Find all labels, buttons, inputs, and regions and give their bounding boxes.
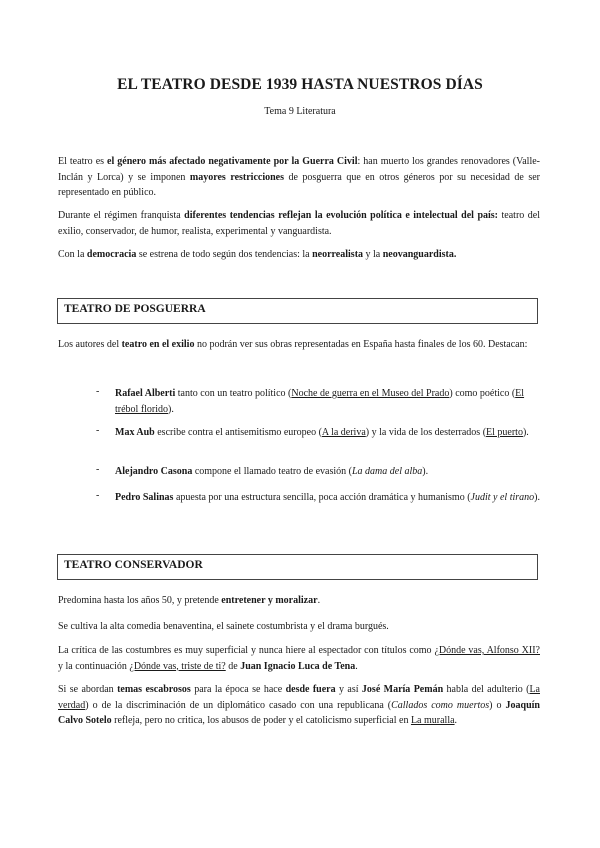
text: Si se abordan bbox=[58, 684, 118, 695]
text: ). bbox=[168, 403, 174, 415]
emphasis: diferentes tendencias reflejan la evolución política e intelectual del país: bbox=[184, 210, 499, 221]
intro-paragraph-1 bbox=[58, 154, 540, 201]
text: ) y la vida de los desterrados ( bbox=[365, 427, 487, 438]
text: y así bbox=[335, 684, 362, 695]
emphasis: desde fuera bbox=[285, 684, 336, 695]
emphasis: mayores restricciones bbox=[189, 171, 284, 183]
emphasis: neorrealista bbox=[312, 249, 364, 260]
text: . bbox=[317, 595, 321, 606]
emphasis: democracia bbox=[86, 249, 137, 260]
text: habla del adulterio ( bbox=[443, 684, 530, 695]
work-title: La muralla bbox=[410, 715, 455, 726]
work-title: Judit y el tirano bbox=[470, 492, 535, 503]
text: para la época se hace bbox=[190, 684, 286, 695]
work-title: Callados como muertos bbox=[391, 699, 490, 711]
conservador-paragraph-3 bbox=[58, 643, 540, 674]
bullet-marker: - bbox=[96, 386, 100, 397]
text: no podrán ver sus obras representadas en España hasta finales de los 60. Destacan: bbox=[194, 339, 528, 350]
text: : han muerto los grandes renovadores (Valle-Inclán y Lorca) y se imponen bbox=[58, 156, 541, 183]
text: compone el llamado teatro de evasión ( bbox=[192, 466, 352, 477]
emphasis: teatro en el exilio bbox=[121, 339, 195, 350]
page-subtitle: Tema 9 Literatura bbox=[264, 106, 336, 117]
text: de bbox=[225, 660, 241, 672]
text: Los autores del bbox=[58, 339, 122, 350]
intro-paragraph-3 bbox=[58, 247, 540, 263]
page-title: EL TEATRO DESDE 1939 HASTA NUESTROS DÍAS bbox=[117, 76, 483, 93]
text: de posguerra que en otros géneros por su necesidad de ser representado en público. bbox=[58, 171, 540, 198]
section-heading-conservador: TEATRO CONSERVADOR bbox=[57, 554, 538, 580]
work-title: El puerto bbox=[486, 427, 523, 438]
work-title: ¿Dónde vas, Alfonso XII? bbox=[434, 645, 540, 656]
text: y la continuación bbox=[58, 660, 130, 672]
text: refleja, pero no critica, los abusos de poder y el catolicismo superficial en bbox=[111, 715, 411, 726]
author-name: Max Aub bbox=[115, 427, 155, 438]
work-title: La dama del alba bbox=[352, 466, 423, 477]
emphasis: entretener y moralizar bbox=[221, 595, 318, 606]
text: . bbox=[355, 660, 358, 672]
section-heading-posguerra: TEATRO DE POSGUERRA bbox=[57, 298, 538, 324]
text: apuesta por una estructura sencilla, poca acción dramática y humanismo ( bbox=[173, 492, 471, 503]
text: La crítica de las costumbres es muy superficial y nunca hiere al espectador con títulos como bbox=[58, 645, 435, 656]
work-title: ¿Dónde vas, triste de ti? bbox=[129, 660, 226, 672]
text: ) como poético ( bbox=[449, 388, 516, 399]
list-item bbox=[115, 490, 540, 506]
intro-paragraph-2 bbox=[58, 208, 540, 239]
text: escribe contra el antisemitismo europeo ( bbox=[154, 427, 322, 438]
bullet-marker: - bbox=[96, 490, 100, 501]
author-name: Juan Ignacio Luca de Tena bbox=[240, 660, 356, 672]
author-name: Joaquín Calvo Sotelo bbox=[58, 699, 540, 726]
text: Durante el régimen franquista bbox=[58, 210, 185, 221]
list-item bbox=[115, 425, 540, 441]
work-title: Noche de guerra en el Museo del Prado bbox=[291, 388, 450, 399]
work-title: La verdad bbox=[58, 684, 540, 711]
text: teatro del exilio, conservador, de humor, realista, experimental y vanguardista. bbox=[58, 210, 541, 237]
list-item bbox=[115, 386, 540, 417]
list-item bbox=[115, 464, 540, 480]
conservador-paragraph-4 bbox=[58, 682, 540, 729]
emphasis: el género más afectado negativamente por la Guerra Civil bbox=[107, 156, 358, 167]
text: ). bbox=[522, 427, 529, 438]
text: El teatro es bbox=[58, 156, 108, 167]
bullet-marker: - bbox=[96, 464, 100, 475]
emphasis: temas escabrosos bbox=[117, 684, 191, 695]
text: y la bbox=[363, 249, 383, 260]
text: se estrena de todo según dos tendencias: la bbox=[136, 249, 313, 260]
author-name: José María Pemán bbox=[361, 684, 444, 695]
text: tanto con un teatro político ( bbox=[175, 388, 292, 399]
text: ). bbox=[422, 466, 429, 477]
author-name: Rafael Alberti bbox=[115, 388, 176, 399]
conservador-paragraph-1 bbox=[58, 593, 540, 609]
conservador-paragraph-2: Se cultiva la alta comedia benaventina, el sainete costumbrista y el drama burgués. bbox=[58, 621, 389, 632]
author-name: Alejandro Casona bbox=[115, 466, 193, 477]
text: ) o de la discriminación de un diplomático casado con una republicana ( bbox=[85, 699, 392, 711]
text: Con la bbox=[58, 249, 87, 260]
bullet-marker: - bbox=[96, 425, 100, 436]
text: Predomina hasta los años 50, y pretende bbox=[58, 595, 222, 606]
work-title: El trébol florido bbox=[115, 388, 525, 415]
emphasis: neovanguardista. bbox=[382, 249, 457, 260]
text: ). bbox=[534, 492, 540, 503]
posguerra-paragraph-1 bbox=[58, 337, 540, 353]
text: . bbox=[454, 715, 458, 726]
work-title: A la deriva bbox=[321, 427, 366, 438]
text: ) o bbox=[489, 699, 506, 711]
author-name: Pedro Salinas bbox=[115, 492, 174, 503]
